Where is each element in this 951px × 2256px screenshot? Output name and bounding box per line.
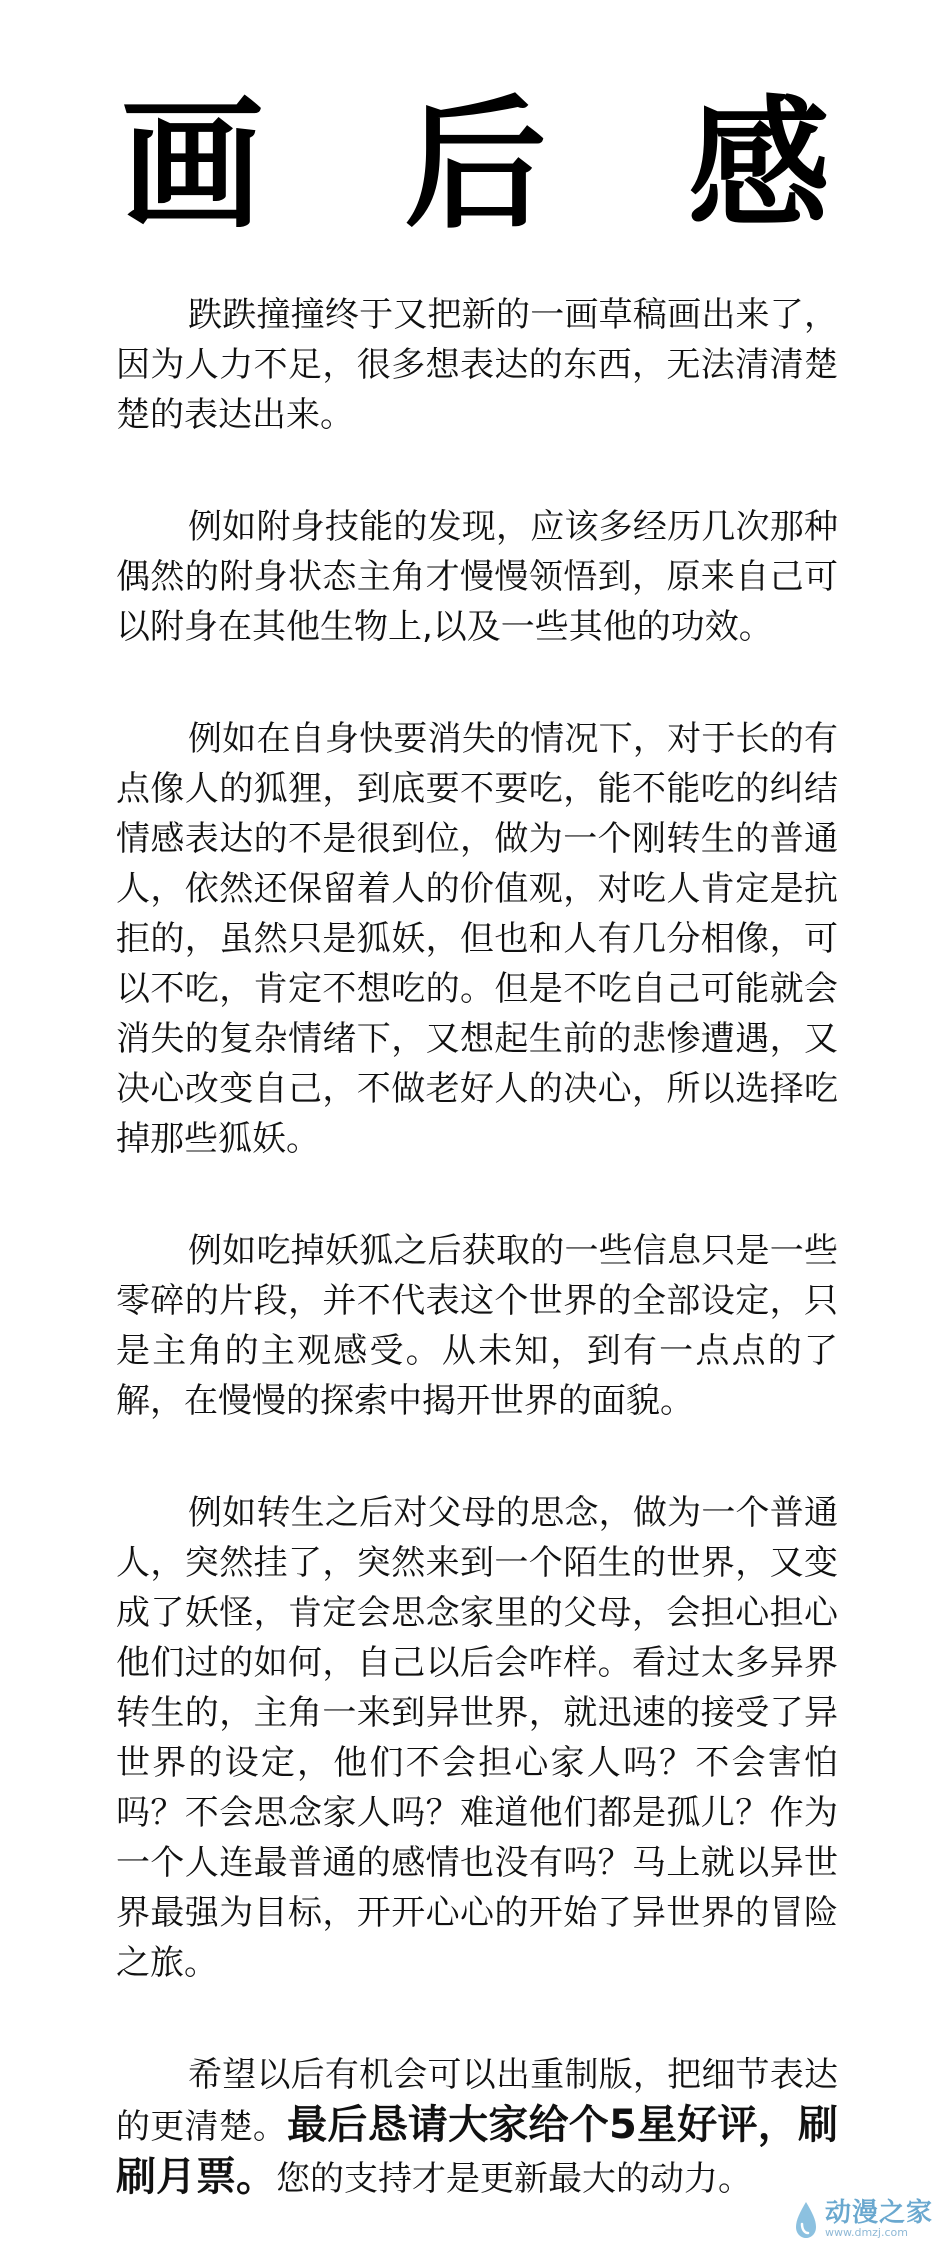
watermark-text	[825, 2200, 933, 2239]
droplet-logo-icon	[793, 2200, 819, 2240]
closing-paragraph	[116, 2050, 838, 2204]
closing-bold-request: 最后恳请大家给个5星好评，刷刷月票。	[116, 2102, 838, 2200]
watermark-name: 动漫之家	[824, 2198, 933, 2229]
watermark-url: www.dmzj.com	[824, 2226, 908, 2240]
paragraph-2: 例如附身技能的发现，应该多经历几次那种偶然的附身状态主角才慢慢领悟到，原来自己可以附身在其他生物上,以及一些其他的功效。	[116, 507, 838, 647]
article-body	[116, 290, 838, 2204]
paragraph-1: 跌跌撞撞终于又把新的一画草稿画出来了，因为人力不足，很多想表达的东西，无法清清楚楚的表达出来。	[116, 295, 838, 435]
site-watermark	[793, 2200, 933, 2240]
closing-text-before: 希望以后有机会可以出重制版，把细节表达的更清楚。	[116, 2055, 838, 2147]
closing-text-after: 您的支持才是更新最大的动力。	[276, 2159, 752, 2199]
page-title: 画 后 感	[121, 83, 876, 248]
paragraph-3: 例如在自身快要消失的情况下，对于长的有点像人的狐狸，到底要不要吃，能不能吃的纠结情感表达的不是很到位，做为一个刚转生的普通人，依然还保留着人的价值观，对吃人肯定是抗拒的，虽然只是狐妖，但也和人有几分相像，可以不吃，肯定不想吃的。但是不吃自己可能就会消失的复杂情绪下，又想起生前的悲惨遭遇，又决心改变自己，不做老好人的决心，所以选择吃掉那些狐妖。	[116, 719, 838, 1159]
paragraph-5: 例如转生之后对父母的思念，做为一个普通人，突然挂了，突然来到一个陌生的世界，又变成了妖怪，肯定会思念家里的父母，会担心担心他们过的如何，自己以后会咋样。看过太多异界转生的，主角一来到异世界，就迅速的接受了异世界的设定，他们不会担心家人吗？不会害怕吗？不会思念家人吗？难道他们都是孤儿？作为一个人连最普通的感情也没有吗？马上就以异世界最强为目标，开开心心的开始了异世界的冒险之旅。	[116, 1493, 838, 1983]
paragraph-4: 例如吃掉妖狐之后获取的一些信息只是一些零碎的片段，并不代表这个世界的全部设定，只是主角的主观感受。从未知，到有一点点的了解，在慢慢的探索中揭开世界的面貌。	[116, 1231, 838, 1421]
